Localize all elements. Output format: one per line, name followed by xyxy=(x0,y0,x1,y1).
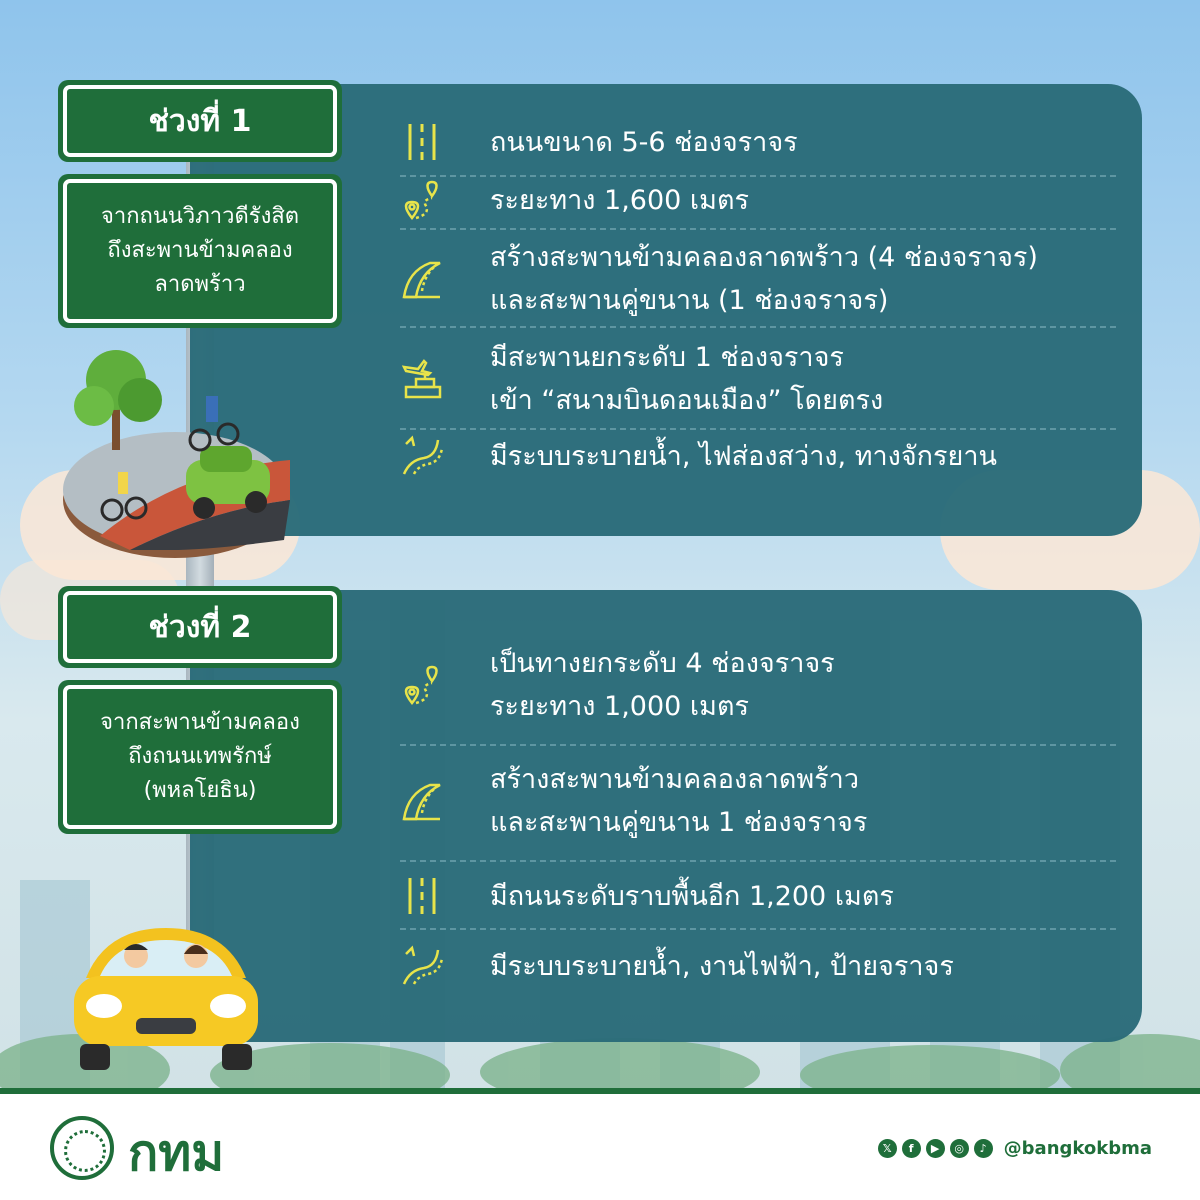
divider xyxy=(400,228,1116,230)
bma-logo-text: กทม xyxy=(128,1124,225,1182)
footer xyxy=(0,1088,1200,1200)
section-1-description-sign xyxy=(58,174,342,328)
section-1-item-4-text: มีสะพานยกระดับ 1 ช่องจราจร เข้า “สนามบินดอนเมือง” โดยตรง xyxy=(490,342,884,416)
section-2-description-sign xyxy=(58,680,342,834)
x-icon[interactable]: 𝕏 xyxy=(878,1139,897,1158)
instagram-icon[interactable]: ◎ xyxy=(950,1139,969,1158)
road-lanes-icon xyxy=(400,874,444,918)
facebook-icon[interactable]: f xyxy=(902,1139,921,1158)
section-1-item-4 xyxy=(400,336,1116,422)
section-1-item-3 xyxy=(400,236,1116,322)
divider xyxy=(400,744,1116,746)
section-1-title: ช่วงที่ 1 xyxy=(63,85,337,157)
distance-pin-icon xyxy=(400,663,444,707)
section-1-title-sign xyxy=(58,80,342,162)
section-1-item-5 xyxy=(400,434,1116,478)
section-1-item-2 xyxy=(400,178,1116,222)
youtube-icon[interactable]: ▶ xyxy=(926,1139,945,1158)
section-1-item-2-text: ระยะทาง 1,600 เมตร xyxy=(490,184,749,216)
section-1-item-1-text: ถนนขนาด 5-6 ช่องจราจร xyxy=(490,126,798,158)
bike-lane-illustration xyxy=(60,350,290,560)
airport-icon xyxy=(400,357,444,401)
section-1-item-3-text: สร้างสะพานข้ามคลองลาดพร้าว (4 ช่องจราจร) และสะพานคู่ขนาน (1 ช่องจราจร) xyxy=(490,242,1038,316)
section-2-item-4-text: มีระบบระบายน้ำ, งานไฟฟ้า, ป้ายจราจร xyxy=(490,950,954,982)
section-2-item-1 xyxy=(400,642,1116,728)
car-illustration xyxy=(66,918,266,1078)
road-lanes-icon xyxy=(400,120,444,164)
divider xyxy=(400,428,1116,430)
divider xyxy=(400,326,1116,328)
section-2-item-4 xyxy=(400,944,1116,988)
bridge-road-icon xyxy=(400,779,444,823)
social-links xyxy=(878,1138,1152,1159)
section-2-item-2 xyxy=(400,758,1116,844)
section-2-title: ช่วงที่ 2 xyxy=(63,591,337,663)
section-1-item-1 xyxy=(400,120,1116,164)
social-handle[interactable]: @bangkokbma xyxy=(1003,1138,1152,1159)
bma-seal-logo xyxy=(50,1116,114,1180)
divider xyxy=(400,175,1116,177)
divider xyxy=(400,928,1116,930)
winding-road-icon xyxy=(400,434,444,478)
section-2-title-sign xyxy=(58,586,342,668)
winding-road-icon xyxy=(400,944,444,988)
section-2-item-1-text: เป็นทางยกระดับ 4 ช่องจราจร ระยะทาง 1,000 เมตร xyxy=(490,648,835,722)
section-1-description: จากถนนวิภาวดีรังสิต ถึงสะพานข้ามคลอง ลาดพร้าว xyxy=(63,179,337,323)
bridge-road-icon xyxy=(400,257,444,301)
tiktok-icon[interactable]: ♪ xyxy=(974,1139,993,1158)
divider xyxy=(400,860,1116,862)
section-2-item-3-text: มีถนนระดับราบพื้นอีก 1,200 เมตร xyxy=(490,880,894,912)
section-2-item-3 xyxy=(400,874,1116,918)
section-2-description: จากสะพานข้ามคลอง ถึงถนนเทพรักษ์ (พหลโยธิน) xyxy=(63,685,337,829)
section-1-item-5-text: มีระบบระบายน้ำ, ไฟส่องสว่าง, ทางจักรยาน xyxy=(490,440,997,472)
section-2-item-2-text: สร้างสะพานข้ามคลองลาดพร้าว และสะพานคู่ขนาน 1 ช่องจราจร xyxy=(490,764,868,838)
distance-pin-icon xyxy=(400,178,444,222)
